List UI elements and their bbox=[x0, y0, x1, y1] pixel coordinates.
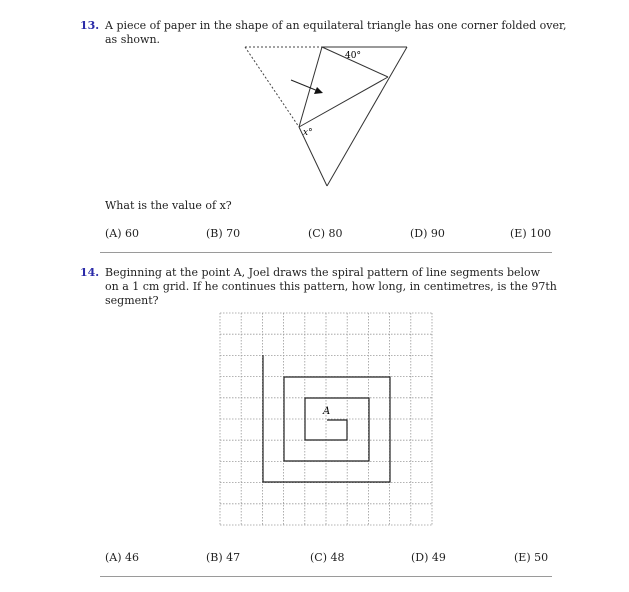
q13-option-b[interactable]: (B) 70 bbox=[206, 227, 241, 240]
dotted-grid bbox=[220, 313, 432, 525]
q13-text-line2: as shown. bbox=[105, 33, 161, 46]
angle-40-label: 40° bbox=[345, 51, 361, 61]
q14-text-line2: on a 1 cm grid. If he continues this pattern, how long, in centimetres, is the 97th bbox=[105, 280, 557, 293]
q14-option-d[interactable]: (D) 49 bbox=[411, 551, 446, 564]
q14-option-e[interactable]: (E) 50 bbox=[514, 551, 549, 564]
q13-option-a[interactable]: (A) 60 bbox=[105, 227, 140, 240]
q13-question: What is the value of x? bbox=[105, 199, 232, 212]
q14-divider bbox=[100, 576, 552, 577]
q14-option-a[interactable]: (A) 46 bbox=[105, 551, 140, 564]
q14-option-c[interactable]: (C) 48 bbox=[310, 551, 345, 564]
q14-option-b[interactable]: (B) 47 bbox=[206, 551, 241, 564]
q14-number: 14. bbox=[80, 266, 100, 279]
point-a-label: A bbox=[323, 406, 331, 417]
spiral-path bbox=[263, 355, 390, 482]
angle-x-label: x° bbox=[303, 128, 313, 138]
q14-text-line3: segment? bbox=[105, 294, 159, 307]
q13-option-e[interactable]: (E) 100 bbox=[510, 227, 552, 240]
q14-text-line1: Beginning at the point A, Joel draws the spiral pattern of line segments below bbox=[105, 266, 541, 279]
q13-option-d[interactable]: (D) 90 bbox=[410, 227, 445, 240]
q13-text-line1: A piece of paper in the shape of an equilateral triangle has one corner folded over, bbox=[105, 19, 567, 32]
q13-number: 13. bbox=[80, 19, 100, 32]
q13-option-c[interactable]: (C) 80 bbox=[308, 227, 343, 240]
